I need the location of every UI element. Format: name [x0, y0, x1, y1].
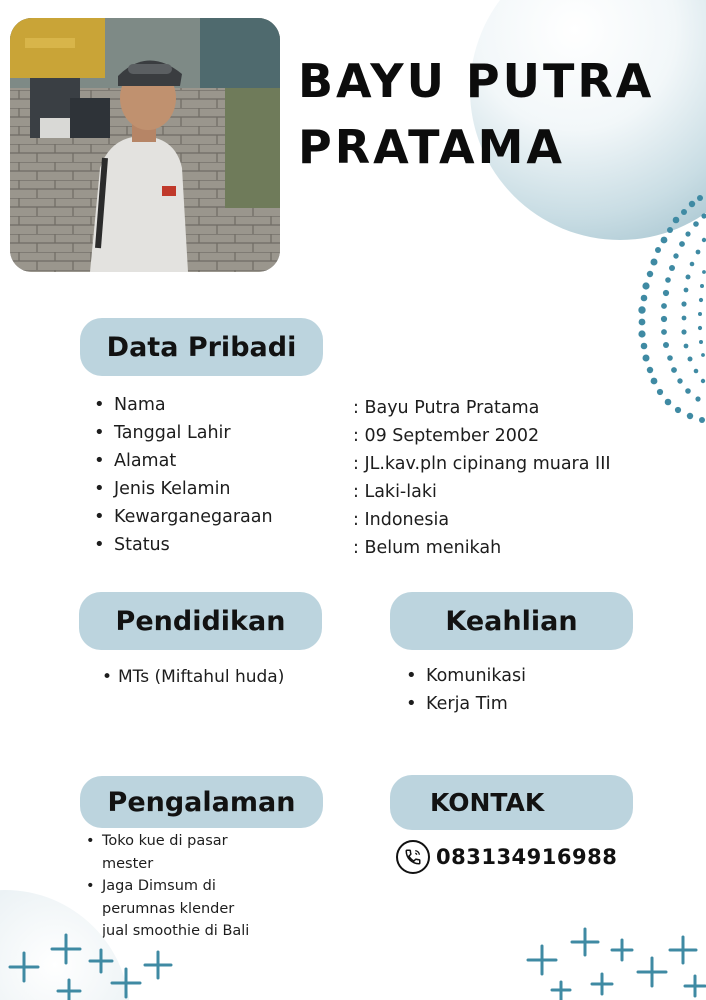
section-header-education: Pendidikan: [79, 592, 322, 650]
contact-phone: [396, 840, 617, 874]
list-item: • Jenis Kelamin: [92, 475, 273, 503]
list-item: • MTs (Miftahul huda): [100, 664, 284, 690]
list-item: : JL.kav.pln cipinang muara III: [353, 454, 611, 474]
list-item: • Toko kue di pasar mester: [84, 830, 254, 875]
dot-pattern: [600, 180, 706, 430]
profile-photo: [10, 18, 280, 272]
list-item: : 09 September 2002: [353, 426, 540, 446]
section-header-skills: Keahlian: [390, 592, 633, 650]
section-header-personal: Data Pribadi: [80, 318, 323, 376]
section-header-experience: Pengalaman: [80, 776, 323, 828]
list-item: • Status: [92, 531, 273, 559]
phone-number: 083134916988: [436, 845, 618, 869]
list-item: • Jaga Dimsum di perumnas klender: [84, 875, 254, 920]
list-item: • Komunikasi: [404, 662, 526, 690]
list-item: : Belum menikah: [353, 538, 502, 558]
personal-labels-list: [92, 391, 273, 559]
list-item: • Nama: [92, 391, 273, 419]
list-item: : Bayu Putra Pratama: [353, 398, 540, 418]
list-item: • Kewarganegaraan: [92, 503, 273, 531]
name-line-2: PRATAMA: [298, 120, 565, 174]
list-item: • Alamat: [92, 447, 273, 475]
skills-list: [404, 662, 526, 718]
list-item: • Kerja Tim: [404, 690, 526, 718]
section-header-contact: KONTAK: [390, 775, 633, 830]
plus-pattern-bottom-right: [520, 920, 706, 1000]
list-item: : Indonesia: [353, 510, 450, 530]
personal-values-list: [353, 394, 611, 562]
education-list: [100, 664, 284, 690]
list-item: • Tanggal Lahir: [92, 419, 273, 447]
list-item: • jual smoothie di Bali: [84, 920, 254, 943]
phone-icon: [396, 840, 430, 874]
name-line-1: BAYU PUTRA: [298, 54, 655, 108]
list-item: : Laki-laki: [353, 482, 437, 502]
plus-pattern-bottom-left: [0, 925, 190, 1000]
